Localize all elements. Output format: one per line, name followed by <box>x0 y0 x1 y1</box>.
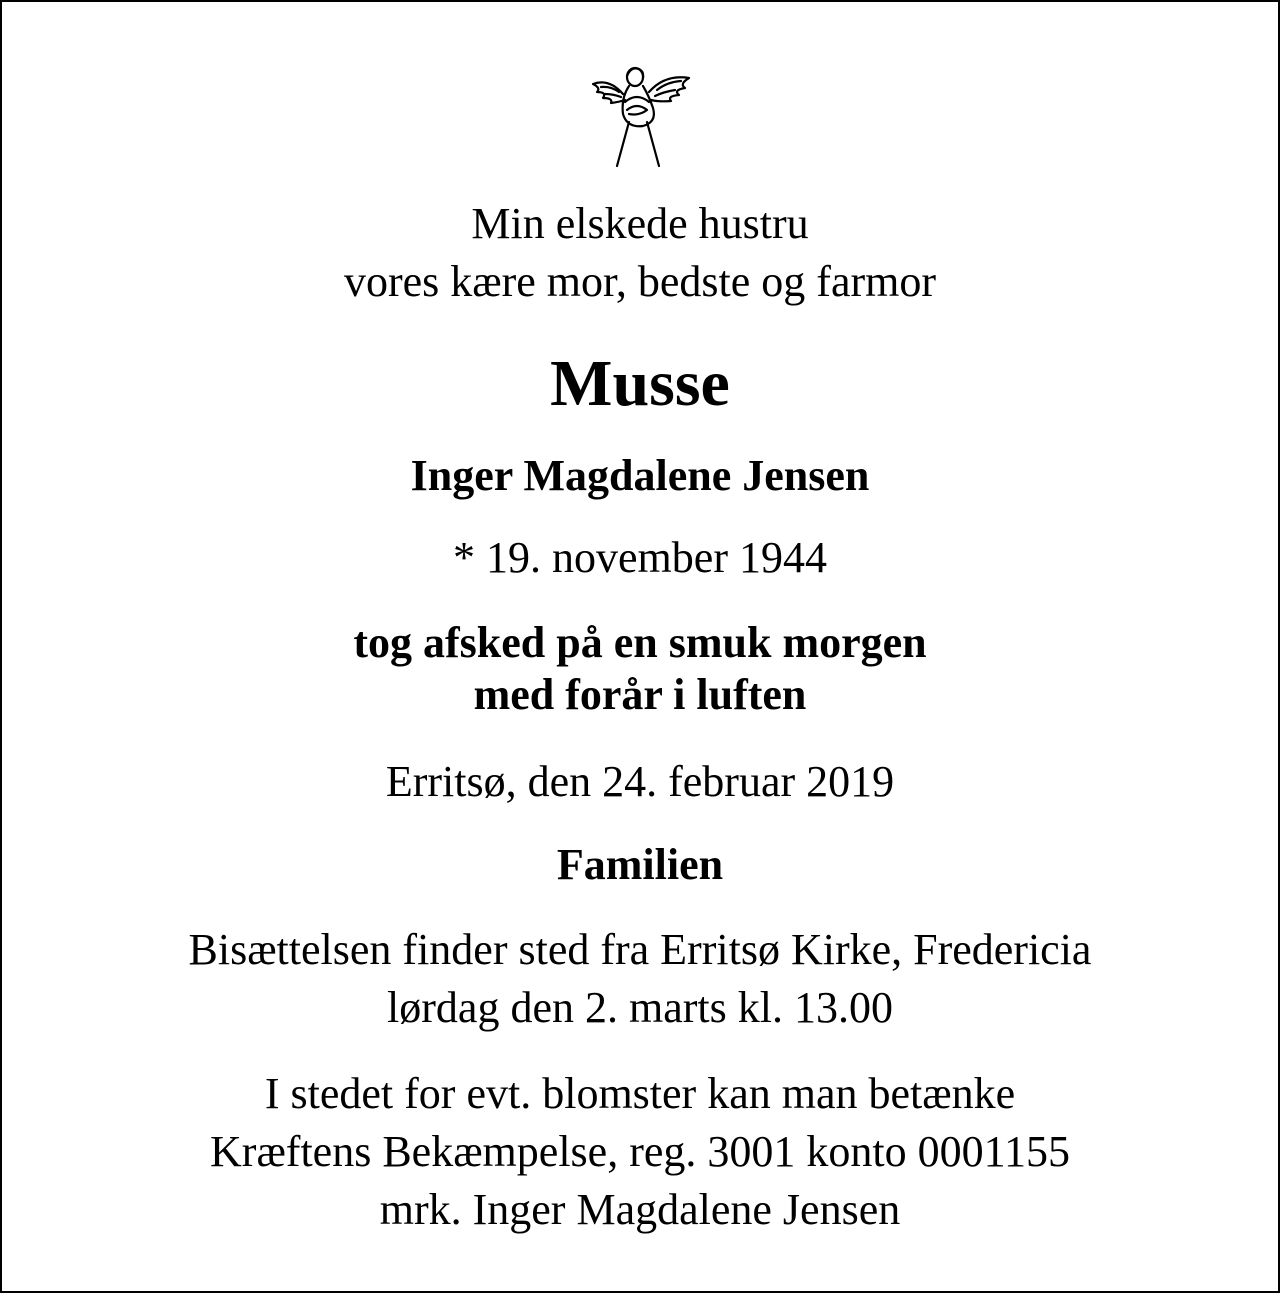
signature-family: Familien <box>556 840 724 889</box>
donation-line-1: I stedet for evt. blomster kan man betænke <box>264 1069 1016 1118</box>
intro-line-1: Min elskede hustru <box>471 199 809 248</box>
donation-line-2: Kræftens Bekæmpelse, reg. 3001 konto 0001155 <box>210 1127 1070 1176</box>
farewell-line-1: tog afsked på en smuk morgen <box>353 618 927 667</box>
place-and-date: Erritsø, den 24. februar 2019 <box>385 757 895 806</box>
intro-line-2: vores kære mor, bedste og farmor <box>343 257 937 306</box>
donation-line-3: mrk. Inger Magdalene Jensen <box>379 1185 901 1234</box>
funeral-info-line-2: lørdag den 2. marts kl. 13.00 <box>387 983 893 1032</box>
birth-date: * 19. november 1944 <box>453 533 827 582</box>
funeral-info-line-1: Bisættelsen finder sted fra Erritsø Kirke, Fredericia <box>188 925 1092 974</box>
deceased-full-name: Inger Magdalene Jensen <box>410 451 870 500</box>
angel-icon <box>587 62 697 172</box>
deceased-nickname: Musse <box>550 347 730 420</box>
farewell-line-2: med forår i luften <box>473 670 807 719</box>
